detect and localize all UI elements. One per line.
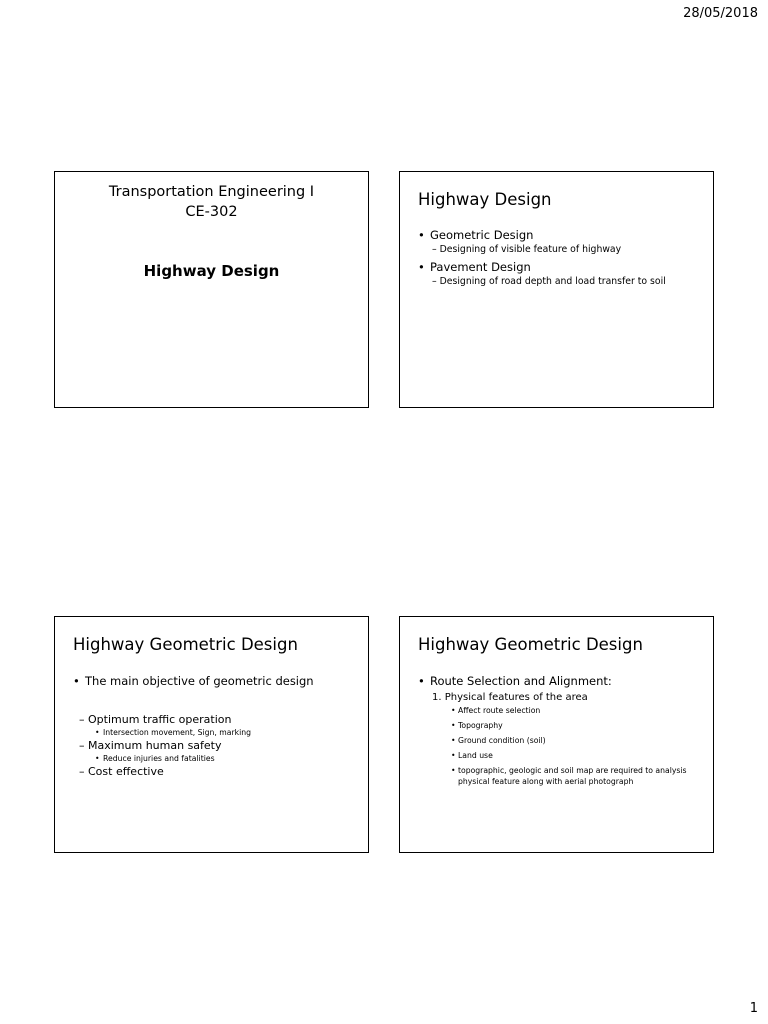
sub-item: – Optimum traffic operation <box>79 713 232 726</box>
slide-2-highway-design <box>399 171 714 408</box>
slide-title: Highway Geometric Design <box>418 635 643 654</box>
sub-sub-item: • Land use <box>418 750 705 761</box>
sub-item: – Designing of road depth and load transfer to soil <box>432 276 666 287</box>
print-date: 28/05/2018 <box>683 6 758 21</box>
sub-item: – Cost effective <box>79 765 164 778</box>
course-name: Transportation Engineering I <box>108 184 315 200</box>
objective-list <box>73 712 360 779</box>
sub-item: – Designing of visible feature of highway <box>432 244 622 255</box>
sub-sub-item: • Ground condition (soil) <box>418 735 705 746</box>
slide-4-route-selection <box>399 616 714 853</box>
sub-sub-item: • Topography <box>418 720 705 731</box>
slide-title: Highway Design <box>418 190 552 209</box>
course-heading <box>55 182 368 222</box>
bullet-item: • The main objective of geometric design <box>73 674 360 689</box>
sub-item: – Maximum human safety <box>79 739 222 752</box>
slide-main-title: Highway Design <box>143 262 280 280</box>
page-number: 1 <box>749 1001 758 1016</box>
bullet-item: • Geometric Design <box>418 228 705 243</box>
bullet-item: • Pavement Design <box>418 260 705 275</box>
sub-sub-item: • topographic, geologic and soil map are required to analysis physical feature along with aerial photograph <box>418 765 705 787</box>
course-code: CE-302 <box>185 204 238 220</box>
sub-sub-item: • Reduce injuries and fatalities <box>73 753 360 764</box>
bullet-list <box>73 674 360 689</box>
sub-sub-item: • Intersection movement, Sign, marking <box>73 727 360 738</box>
slide-3-geometric-design <box>54 616 369 853</box>
bullet-item: • Route Selection and Alignment: <box>418 674 705 689</box>
numbered-item: 1. Physical features of the area <box>432 692 588 703</box>
bullet-list <box>418 674 705 787</box>
sub-sub-item: • Affect route selection <box>418 705 705 716</box>
slide-1-title <box>54 171 369 408</box>
slide-title: Highway Geometric Design <box>73 635 298 654</box>
bullet-list <box>418 228 705 288</box>
